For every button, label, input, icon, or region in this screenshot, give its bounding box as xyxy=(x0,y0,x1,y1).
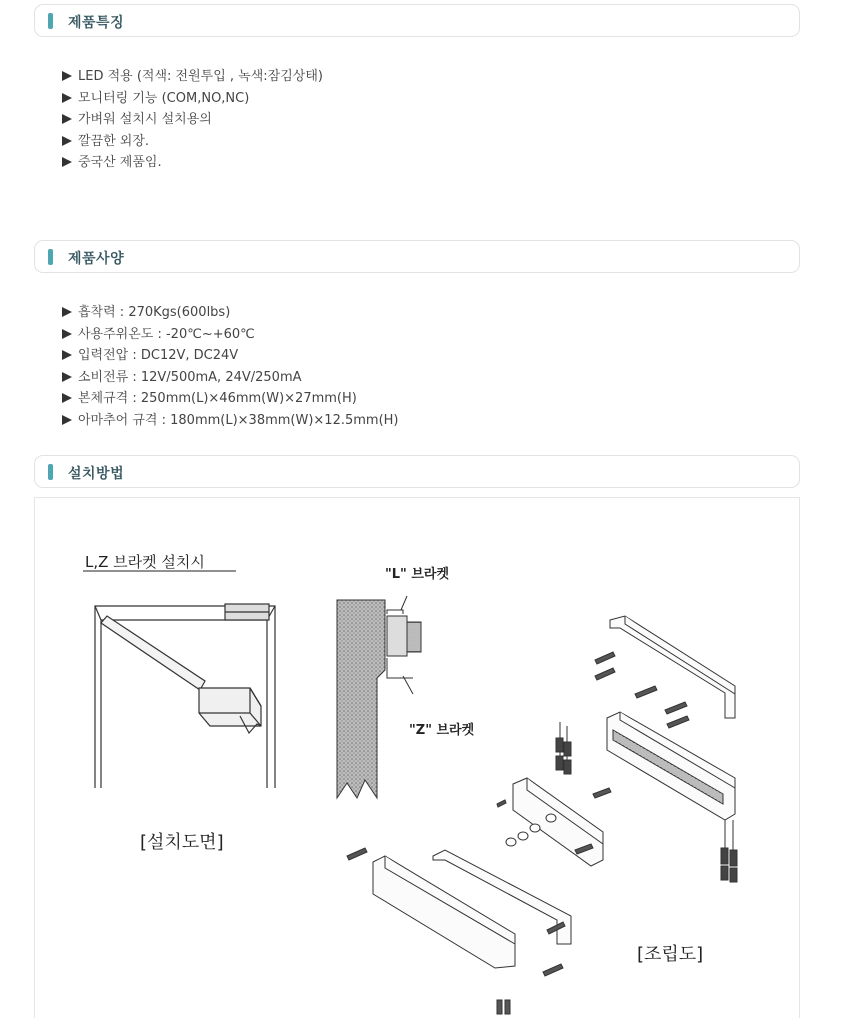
install-header xyxy=(34,455,800,488)
arrow-bullet-icon xyxy=(62,329,72,339)
arrow-bullet-icon xyxy=(62,372,72,382)
specs-title: 제품사양 xyxy=(68,251,125,267)
door-frame-drawing xyxy=(95,604,275,788)
specs-list xyxy=(62,302,399,431)
list-item: 입력전압 : DC12V, DC24V xyxy=(62,345,399,367)
features-header xyxy=(34,4,800,37)
section-marker xyxy=(48,13,53,29)
arrow-bullet-icon xyxy=(62,114,72,124)
specs-header xyxy=(34,240,800,273)
list-item: LED 적용 (적색: 전원투입 , 녹색:잠김상태) xyxy=(62,66,323,88)
list-item: 중국산 제품임. xyxy=(62,152,323,174)
features-title: 제품특징 xyxy=(68,15,125,31)
bracket-cross-section xyxy=(337,596,421,798)
arrow-bullet-icon xyxy=(62,71,72,81)
arrow-bullet-icon xyxy=(62,307,72,317)
arrow-bullet-icon xyxy=(62,136,72,146)
section-marker xyxy=(48,249,53,265)
arrow-bullet-icon xyxy=(62,93,72,103)
z-bracket-label: "Z" 브라켓 xyxy=(409,723,475,738)
diagram-heading: L,Z 브라켓 설치시 xyxy=(85,553,205,571)
features-list xyxy=(62,66,323,174)
list-item: 흡착력 : 270Kgs(600lbs) xyxy=(62,302,399,324)
l-bracket-label: "L" 브라켓 xyxy=(385,567,450,582)
list-item: 본체규격 : 250mm(L)×46mm(W)×27mm(H) xyxy=(62,388,399,410)
install-title: 설치방법 xyxy=(68,466,125,482)
section-marker xyxy=(48,464,53,480)
list-item: 깔끔한 외장. xyxy=(62,131,323,153)
installation-diagram xyxy=(34,497,800,1018)
arrow-bullet-icon xyxy=(62,415,72,425)
assembly-caption: [조립도] xyxy=(637,944,704,965)
list-item: 모니터링 기능 (COM,NO,NC) xyxy=(62,88,323,110)
arrow-bullet-icon xyxy=(62,393,72,403)
list-item: 가벼워 설치시 설치용의 xyxy=(62,109,323,131)
install-caption: [설치도면] xyxy=(140,832,224,853)
list-item: 아마추어 규격 : 180mm(L)×38mm(W)×12.5mm(H) xyxy=(62,410,399,432)
list-item: 소비전류 : 12V/500mA, 24V/250mA xyxy=(62,367,399,389)
list-item: 사용주위온도 : -20℃~+60℃ xyxy=(62,324,399,346)
arrow-bullet-icon xyxy=(62,157,72,167)
installation-drawing xyxy=(35,498,801,1019)
arrow-bullet-icon xyxy=(62,350,72,360)
